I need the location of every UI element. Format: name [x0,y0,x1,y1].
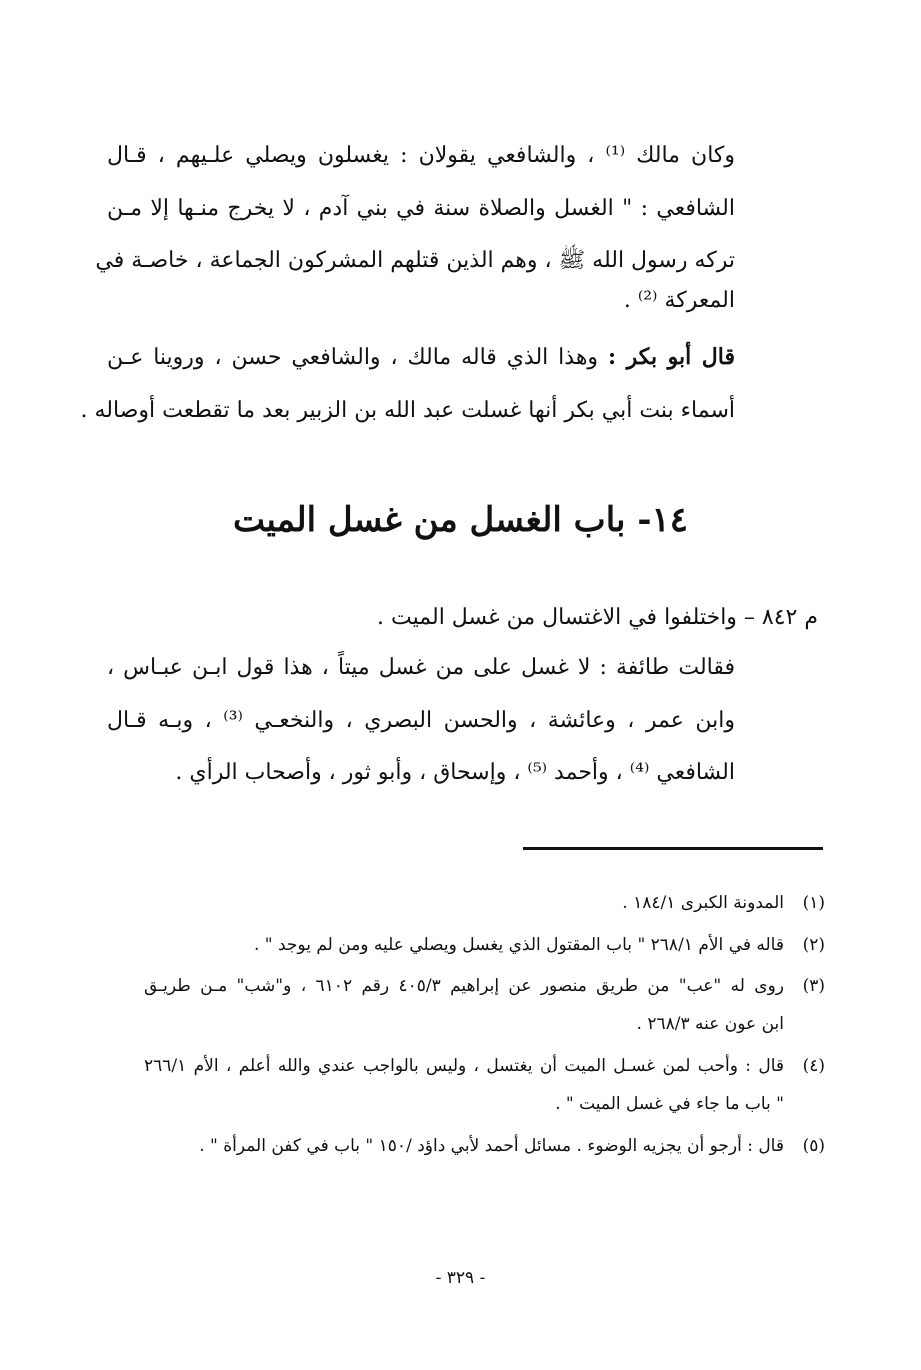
footnote-text-line-2: ابن عون عنه ٢٦٨/٣ . [636,1014,784,1034]
paragraph-2-line-2: أسماء بنت أبي بكر أنها غسلت عبد الله بن الزبير بعد ما تقطعت أوصاله . [80,398,735,423]
footnote-number: (١) [802,893,825,913]
footnote-number: (٣) [802,976,825,996]
paragraph-2-line-1-text: وهذا الذي قاله مالك ، والشافعي حسن ، وروينا عـن [107,345,608,370]
paragraph-1-line-2: الشافعي : " الغسل والصلاة سنة في بني آدم ، لا يخرج منـها إلا مـن [107,196,735,221]
paragraph-1-line-4: المعركة ⁽²⁾ . [623,288,735,313]
paragraph-1-line-3: تركه رسول الله ﷺ ، وهم الذين قتلهم المشركون الجماعة ، خاصـة في [95,248,735,273]
footnote-number: (٢) [802,935,825,955]
footnote-text: قال : أرجو أن يجزيه الوضوء . مسائل أحمد لأبي داؤد /١٥٠ " باب في كفن المرأة " . [199,1136,784,1156]
paragraph-2-line-1 [107,344,735,370]
footnote-text: قاله في الأم ٢٦٨/١ " باب المقتول الذي يغسل ويصلي عليه ومن لم يوجد " . [253,935,784,955]
masala-line-3: وابن عمر ، وعائشة ، والحسن البصري ، والنخعـي ⁽³⁾ ، وبـه قـال [107,708,736,733]
footnote-separator [523,847,823,850]
page-number: - ٣٢٩ - [435,1268,486,1288]
footnote-text-line-2: " باب ما جاء في غسل الميت " . [555,1094,784,1114]
masala-line-2: فقالت طائفة : لا غسل على من غسل ميتاً ، هذا قول ابـن عبـاس ، [107,655,735,680]
section-heading: ١٤- باب الغسل من غسل الميت [232,500,688,540]
footnote-text-line-1: قال : وأحب لمن غسـل الميت أن يغتسل ، وليس بالواجب عندي والله أعلم ، الأم ٢٦٦/١ [144,1056,784,1076]
footnote-number: (٥) [802,1136,825,1156]
footnote-number: (٤) [802,1056,825,1076]
paragraph-1-line-1: وكان مالك ⁽¹⁾ ، والشافعي يقولان : يغسلون ويصلي علـيهم ، قـال [107,143,735,168]
speaker-lead: قال أبو بكر : [607,344,735,370]
masala-line-1: م ٨٤٢ – واختلفوا في الاغتسال من غسل الميت . [377,605,818,630]
masala-line-4: الشافعي ⁽⁴⁾ ، وأحمد ⁽⁵⁾ ، وإسحاق ، وأبو ثور ، وأصحاب الرأي . [175,760,735,785]
footnote-text-line-1: روى له "عب" من طريق منصور عن إبراهيم ٤٠٥/٣ رقم ٦١٠٢ ، و"شب" مـن طريـق [144,976,784,996]
footnote-text: المدونة الكبرى ١٨٤/١ . [622,893,784,913]
